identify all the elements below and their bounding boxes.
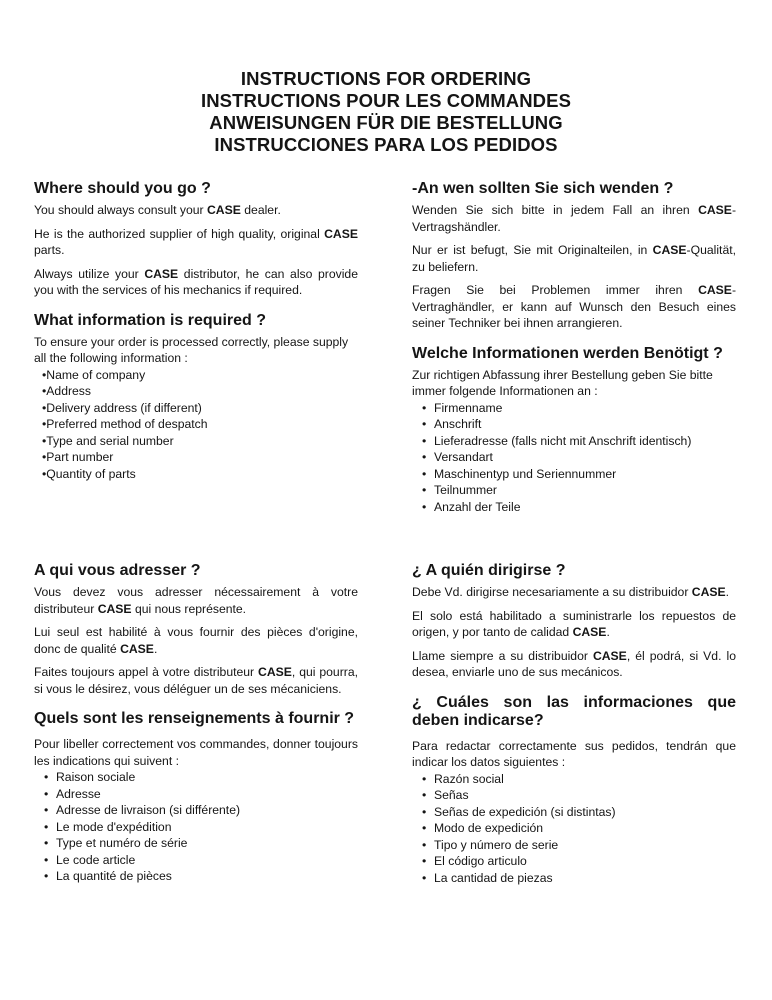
brand-name: CASE <box>144 266 179 281</box>
de-heading-where: -An wen sollten Sie sich wenden ? <box>412 180 674 197</box>
de-heading-info: Welche Informationen werden Benötigt ? <box>412 344 723 362</box>
es-heading-where: ¿ A quién dirigirse ? <box>412 562 566 579</box>
list-item: • Firmenname <box>412 400 736 417</box>
list-item: • Delivery address (if different) <box>34 400 358 417</box>
brand-name: CASE <box>258 665 292 679</box>
es-para-3: Llame siempre a su distribuidor CASE, él podrá, si Vd. lo desea, enviarle uno de sus mecánicos. <box>412 648 736 679</box>
list-item: • Type et numéro de série <box>34 835 358 852</box>
es-para-2: El solo está habilitado a suministrarle los repuestos de origen, y por tanto de calidad CASE. <box>412 608 736 639</box>
list-item: • Tipo y número de serie <box>412 837 736 854</box>
en-info-list <box>34 367 358 483</box>
list-item: • Teilnummer <box>412 482 736 499</box>
list-item: • Part number <box>34 449 358 466</box>
list-item: • Adresse de livraison (si différente) <box>34 802 358 819</box>
list-item: • Address <box>34 383 358 400</box>
fr-info-intro: Pour libeller correctement vos commandes, donner toujours les indications qui suivent : <box>34 737 358 768</box>
brand-name: CASE <box>120 641 154 656</box>
section-spanish <box>412 562 736 886</box>
list-item: • Señas <box>412 787 736 804</box>
list-item: • Le mode d'expédition <box>34 819 358 836</box>
list-item: • Preferred method of despatch <box>34 416 358 433</box>
brand-name: CASE <box>97 601 132 616</box>
de-para-2: Nur er ist befugt, Sie mit Originalteilen, in CASE-Qualität, zu beliefern. <box>412 243 736 274</box>
list-item: • Raison sociale <box>34 769 358 786</box>
section-french <box>34 562 358 885</box>
en-para-2: He is the authorized supplier of high quality, original CASE parts. <box>34 226 358 257</box>
fr-info-list <box>34 769 358 885</box>
list-item: • Quantity of parts <box>34 466 358 483</box>
fr-para-3: Faites toujours appel à votre distributeur CASE, qui pourra, si vous le désirez, vous déléguer un de ses mécaniciens. <box>34 665 358 696</box>
list-item: • La quantité de pièces <box>34 868 358 885</box>
brand-name: CASE <box>324 226 358 241</box>
list-item: • Maschinentyp und Seriennummer <box>412 466 736 483</box>
brand-name: CASE <box>652 243 687 257</box>
brand-name: CASE <box>207 203 241 217</box>
de-para-3: Fragen Sie bei Problemen immer ihren CASE-Vertraghändler, er kann auf Wunsch den Besuch eines seiner Techniker bei ihnen arrangieren. <box>412 283 736 330</box>
brand-name: CASE <box>691 585 726 599</box>
es-para-1: Debe Vd. dirigirse necesariamente a su distribuidor CASE. <box>412 585 730 599</box>
fr-heading-info: Quels sont les renseignements à fournir ? <box>34 710 355 727</box>
fr-para-1: Vous devez vous adresser nécessairement à votre distributeur CASE qui nous représente. <box>34 585 358 616</box>
title-french: INSTRUCTIONS POUR LES COMMANDES <box>200 90 572 111</box>
list-item: • Señas de expedición (si distintas) <box>412 804 736 821</box>
en-heading-where: Where should you go ? <box>34 180 211 197</box>
title-german: ANWEISUNGEN FÜR DIE BESTELLUNG <box>209 112 563 133</box>
fr-heading-where: A qui vous adresser ? <box>34 562 201 579</box>
list-item: • Name of company <box>34 367 358 384</box>
fr-para-2: Lui seul est habilité à vous fournir des pièces d'origine, donc de qualité CASE. <box>34 625 358 656</box>
title-spanish: INSTRUCCIONES PARA LOS PEDIDOS <box>214 134 558 155</box>
en-para-3: Always utilize your CASE distributor, he can also provide you with the services of his mechanics if required. <box>34 266 358 297</box>
list-item: • Modo de expedición <box>412 820 736 837</box>
brand-name: CASE <box>592 648 627 663</box>
title-block <box>0 68 772 156</box>
list-item: • Razón social <box>412 771 736 788</box>
en-para-1: You should always consult your CASE dealer. <box>34 203 281 217</box>
list-item: • La cantidad de piezas <box>412 870 736 887</box>
de-para-1: Wenden Sie sich bitte in jedem Fall an ihren CASE-Vertragshändler. <box>412 203 736 234</box>
list-item: • Adresse <box>34 786 358 803</box>
list-item: • Anzahl der Teile <box>412 499 736 516</box>
es-heading-info: ¿ Cuáles son las informaciones que deben indicarse? <box>412 693 736 729</box>
brand-name: CASE <box>698 283 732 297</box>
es-info-intro: Para redactar correctamente sus pedidos, tendrán que indicar los datos siguientes : <box>412 738 736 769</box>
list-item: • Anschrift <box>412 416 736 433</box>
en-info-intro: To ensure your order is processed correctly, please supply all the following information : <box>34 334 349 365</box>
en-heading-info: What information is required ? <box>34 311 267 329</box>
list-item: • El código articulo <box>412 853 736 870</box>
list-item: • Lieferadresse (falls nicht mit Anschrift identisch) <box>412 433 736 450</box>
title-english: INSTRUCTIONS FOR ORDERING <box>240 68 532 89</box>
brand-name: CASE <box>698 203 732 217</box>
section-german <box>412 180 736 515</box>
list-item: • Versandart <box>412 449 736 466</box>
de-info-intro: Zur richtigen Abfassung ihrer Bestellung geben Sie bitte immer folgende Informationen an : <box>412 367 713 398</box>
list-item: • Le code article <box>34 852 358 869</box>
brand-name: CASE <box>572 625 607 639</box>
list-item: • Type and serial number <box>34 433 358 450</box>
de-info-list <box>412 400 736 516</box>
section-english <box>34 180 358 482</box>
es-info-list <box>412 771 736 887</box>
